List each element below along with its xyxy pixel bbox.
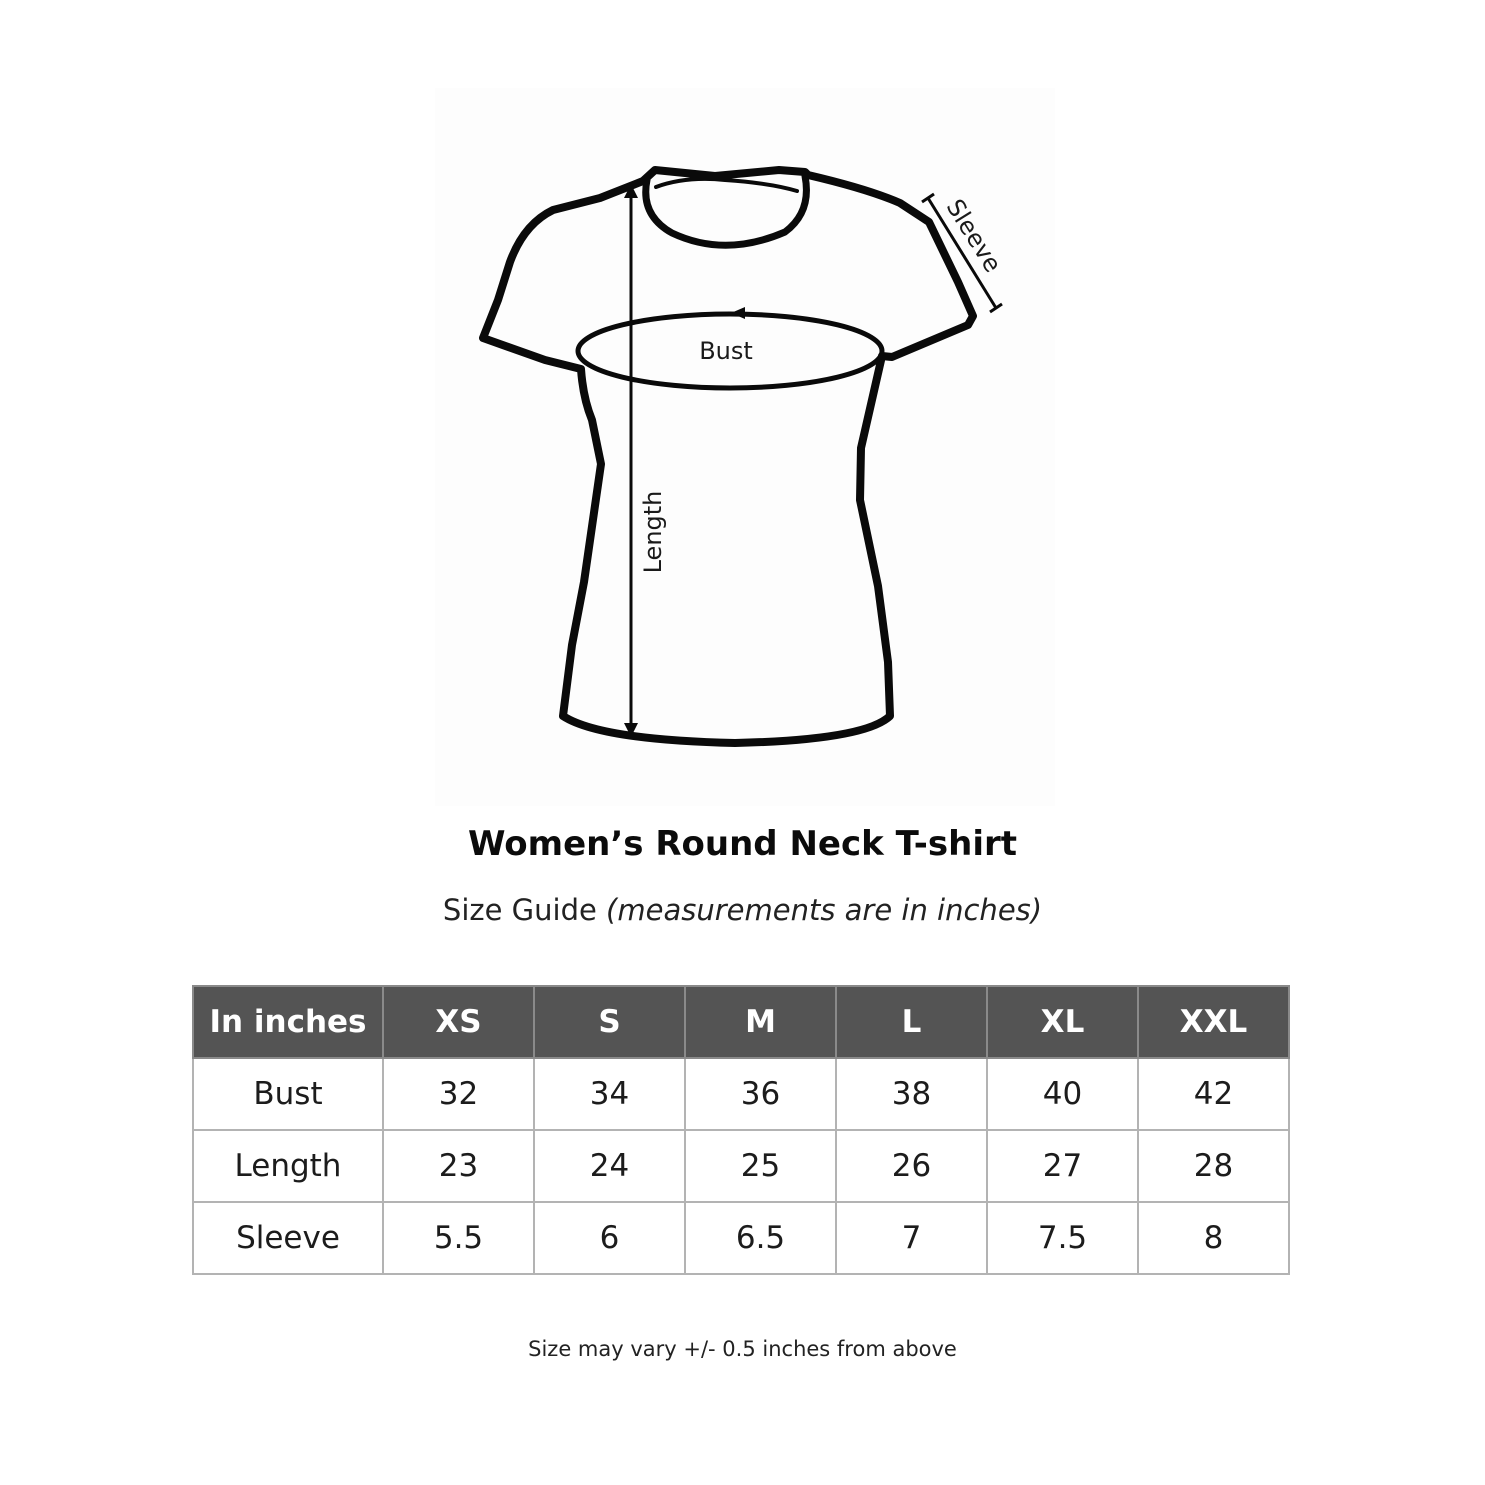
- neckline-inner: [656, 179, 797, 191]
- size-variance-note: Size may vary +/- 0.5 inches from above: [528, 1337, 957, 1361]
- page-subtitle: [0, 893, 1485, 927]
- table-cell: 5.5: [383, 1202, 534, 1274]
- size-chart-table: [192, 985, 1290, 1275]
- table-cell: 38: [836, 1058, 987, 1130]
- header-size-xs: XS: [383, 986, 534, 1058]
- row-label: Length: [193, 1130, 383, 1202]
- table-row-length: [193, 1130, 1289, 1202]
- table-cell: 28: [1138, 1130, 1289, 1202]
- subtitle-main: Size Guide: [442, 893, 597, 927]
- row-label: Bust: [193, 1058, 383, 1130]
- table-cell: 6.5: [685, 1202, 836, 1274]
- table-cell: 23: [383, 1130, 534, 1202]
- table-cell: 42: [1138, 1058, 1289, 1130]
- subtitle-note: (measurements are in inches): [606, 893, 1043, 927]
- table-cell: 24: [534, 1130, 685, 1202]
- table-cell: 36: [685, 1058, 836, 1130]
- table-cell: 40: [987, 1058, 1138, 1130]
- length-label: Length: [639, 490, 667, 574]
- bust-arrow-icon: [731, 307, 745, 319]
- table-cell: 6: [534, 1202, 685, 1274]
- table-cell: 34: [534, 1058, 685, 1130]
- header-size-xl: XL: [987, 986, 1138, 1058]
- table-cell: 26: [836, 1130, 987, 1202]
- tshirt-diagram-svg: [435, 88, 1055, 806]
- tshirt-outline: [483, 170, 973, 743]
- table-cell: 25: [685, 1130, 836, 1202]
- table-cell: 32: [383, 1058, 534, 1130]
- table-cell: 27: [987, 1130, 1138, 1202]
- header-size-l: L: [836, 986, 987, 1058]
- table-row-bust: [193, 1058, 1289, 1130]
- sleeve-label: Sleeve: [940, 194, 1007, 278]
- table-cell: 8: [1138, 1202, 1289, 1274]
- header-size-xxl: XXL: [1138, 986, 1289, 1058]
- table-header-row: [193, 986, 1289, 1058]
- table-cell: 7.5: [987, 1202, 1138, 1274]
- table-row-sleeve: [193, 1202, 1289, 1274]
- header-unit-cell: In inches: [193, 986, 383, 1058]
- tshirt-diagram: [435, 88, 1055, 806]
- table-cell: 7: [836, 1202, 987, 1274]
- row-label: Sleeve: [193, 1202, 383, 1274]
- page-title: Women’s Round Neck T-shirt: [468, 824, 1017, 864]
- header-size-m: M: [685, 986, 836, 1058]
- header-size-s: S: [534, 986, 685, 1058]
- bust-label: Bust: [699, 337, 753, 365]
